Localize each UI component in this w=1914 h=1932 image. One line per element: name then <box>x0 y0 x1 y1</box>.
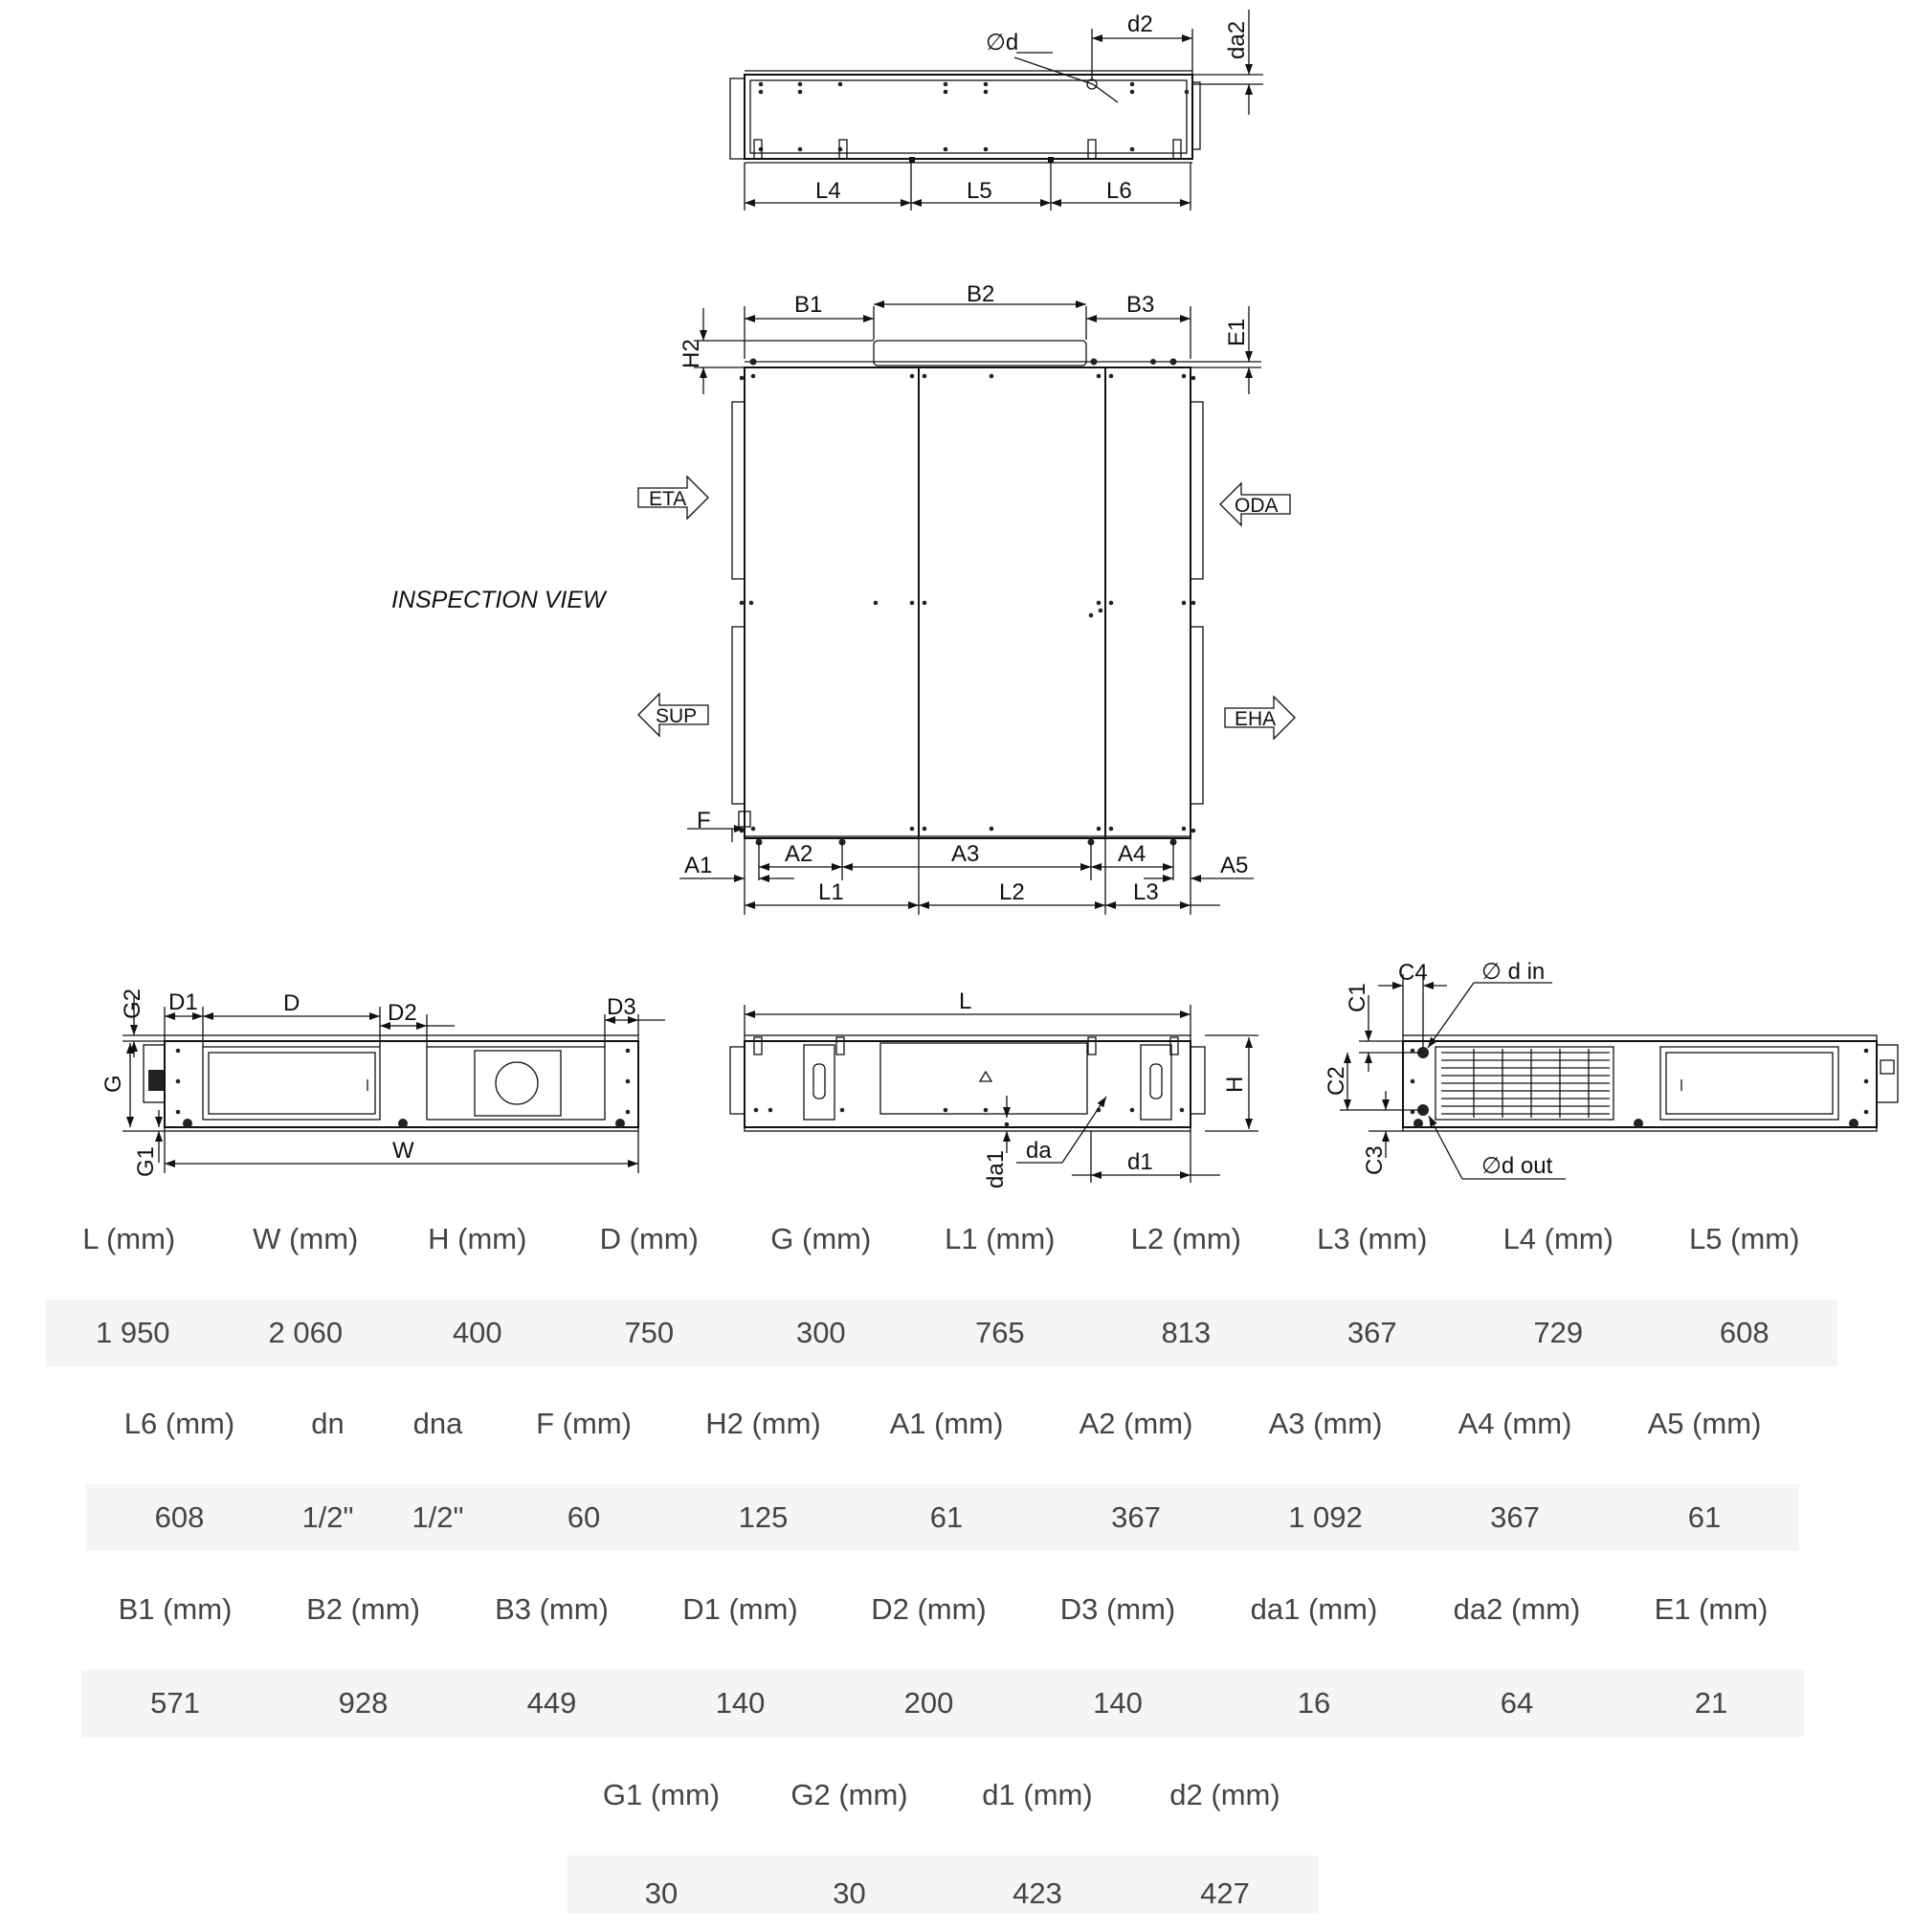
spec-value: 21 <box>1694 1686 1728 1720</box>
front-view <box>730 988 1258 1188</box>
label-sup: SUP <box>656 705 698 727</box>
spec-value: 400 <box>452 1316 502 1349</box>
label-eta: ETA <box>649 488 687 510</box>
spec-value: 30 <box>833 1876 866 1910</box>
spec-header: D1 (mm) <box>682 1592 798 1626</box>
label-e1: E1 <box>1224 318 1250 346</box>
spec-value: 125 <box>738 1500 789 1534</box>
spec-header: G1 (mm) <box>602 1778 721 1811</box>
spec-value-row-3 <box>81 1670 1804 1737</box>
label-g1: G1 <box>133 1145 159 1177</box>
label-b1: B1 <box>794 292 823 318</box>
spec-header: D3 (mm) <box>1059 1592 1176 1626</box>
label-d2-left: D2 <box>388 1000 417 1026</box>
label-b3: B3 <box>1126 292 1155 318</box>
label-d1-front: d1 <box>1127 1149 1153 1175</box>
label-c4: C4 <box>1398 960 1428 986</box>
label-c2: C2 <box>1324 1066 1349 1096</box>
spec-header: G (mm) <box>770 1222 872 1255</box>
label-a1: A1 <box>684 853 713 878</box>
spec-header: L (mm) <box>82 1222 176 1255</box>
spec-header: D (mm) <box>599 1222 699 1255</box>
spec-header-row-2 <box>86 1390 1799 1457</box>
label-l: L <box>959 988 972 1014</box>
spec-value: 1/2" <box>412 1500 464 1534</box>
spec-header: da2 (mm) <box>1453 1592 1581 1626</box>
view-title: INSPECTION VIEW <box>391 587 606 613</box>
spec-header: F (mm) <box>536 1407 632 1440</box>
label-b2: B2 <box>967 281 995 307</box>
spec-value: 608 <box>1719 1316 1769 1349</box>
label-d2: d2 <box>1127 11 1153 37</box>
spec-value: 2 060 <box>268 1316 344 1349</box>
spec-header: L3 (mm) <box>1317 1222 1428 1255</box>
label-d-in: ∅ d in <box>1481 959 1546 985</box>
label-a3: A3 <box>951 841 980 867</box>
spec-value: 427 <box>1200 1876 1250 1910</box>
arrow-sup <box>638 694 708 736</box>
label-d3: D3 <box>607 994 636 1020</box>
spec-header: E1 (mm) <box>1654 1592 1769 1626</box>
spec-value-row-4 <box>568 1855 1319 1914</box>
label-h: H <box>1222 1076 1248 1093</box>
spec-value-row-2 <box>86 1484 1799 1551</box>
spec-value: 300 <box>795 1316 846 1349</box>
label-da2: da2 <box>1224 20 1250 59</box>
spec-value: 367 <box>1111 1500 1161 1534</box>
spec-header: A5 (mm) <box>1647 1407 1762 1440</box>
top-view <box>730 10 1263 211</box>
spec-value: 64 <box>1500 1686 1534 1720</box>
spec-value: 367 <box>1490 1500 1540 1534</box>
spec-value: 571 <box>150 1686 200 1720</box>
spec-value-row-1 <box>46 1299 1837 1366</box>
spec-header: B2 (mm) <box>306 1592 420 1626</box>
label-g2: G2 <box>120 988 145 1019</box>
spec-header: L6 (mm) <box>123 1407 235 1440</box>
label-l3: L3 <box>1133 879 1159 905</box>
spec-header: W (mm) <box>253 1222 359 1255</box>
spec-value: 1 092 <box>1288 1500 1363 1534</box>
label-g: G <box>100 1075 126 1093</box>
spec-value: 813 <box>1161 1316 1212 1349</box>
spec-header: A2 (mm) <box>1079 1407 1193 1440</box>
label-w: W <box>392 1138 414 1164</box>
label-c3: C3 <box>1362 1145 1388 1175</box>
spec-value: 750 <box>624 1316 675 1349</box>
spec-header: H (mm) <box>428 1222 527 1255</box>
spec-header: d1 (mm) <box>982 1778 1093 1811</box>
spec-header: B3 (mm) <box>495 1592 609 1626</box>
label-a5: A5 <box>1220 853 1249 878</box>
label-a4: A4 <box>1118 841 1146 867</box>
spec-header: H2 (mm) <box>705 1407 821 1440</box>
spec-value: 1 950 <box>95 1316 170 1349</box>
spec-header: L5 (mm) <box>1689 1222 1800 1255</box>
spec-header: dn <box>311 1407 345 1440</box>
spec-value: 928 <box>338 1686 389 1720</box>
label-l4: L4 <box>815 178 841 204</box>
arrow-eta <box>638 477 708 519</box>
spec-header: L4 (mm) <box>1502 1222 1614 1255</box>
label-da1: da1 <box>983 1149 1009 1188</box>
spec-header: dna <box>412 1407 463 1440</box>
spec-header-row-1 <box>38 1206 1837 1273</box>
spec-header: D2 (mm) <box>871 1592 987 1626</box>
spec-header: L2 (mm) <box>1130 1222 1241 1255</box>
label-l2: L2 <box>999 879 1025 905</box>
label-h2: H2 <box>679 339 704 368</box>
spec-value: 423 <box>1013 1876 1062 1910</box>
spec-header: B1 (mm) <box>118 1592 233 1626</box>
label-phi-d: ∅d <box>986 30 1019 56</box>
arrow-eha <box>1225 697 1295 739</box>
spec-header: A3 (mm) <box>1268 1407 1383 1440</box>
spec-value: 1/2" <box>301 1500 354 1534</box>
spec-value: 140 <box>715 1686 766 1720</box>
spec-value: 765 <box>974 1316 1025 1349</box>
label-a2: A2 <box>785 841 813 867</box>
spec-value: 61 <box>929 1500 964 1534</box>
label-eha: EHA <box>1235 708 1277 730</box>
label-d1: D1 <box>168 989 198 1015</box>
spec-header: A4 (mm) <box>1458 1407 1572 1440</box>
spec-value: 608 <box>154 1500 205 1534</box>
label-d-out: ∅d out <box>1481 1153 1553 1179</box>
spec-value: 729 <box>1533 1316 1584 1349</box>
spec-header: A1 (mm) <box>889 1407 1004 1440</box>
arrow-oda <box>1220 483 1290 525</box>
label-da: da <box>1026 1138 1052 1164</box>
label-oda: ODA <box>1235 495 1279 517</box>
right-end-view <box>1324 959 1898 1179</box>
left-end-view <box>100 988 665 1177</box>
spec-value: 16 <box>1297 1686 1331 1720</box>
spec-header-row-3 <box>81 1576 1804 1643</box>
spec-value: 30 <box>644 1876 679 1910</box>
spec-value: 140 <box>1093 1686 1143 1720</box>
label-l5: L5 <box>967 178 992 204</box>
spec-header: L1 (mm) <box>945 1222 1056 1255</box>
label-f: F <box>697 808 711 833</box>
spec-value: 200 <box>903 1686 954 1720</box>
label-l1: L1 <box>818 879 844 905</box>
plan-view <box>391 281 1295 915</box>
spec-header: da1 (mm) <box>1250 1592 1378 1626</box>
spec-value: 60 <box>567 1500 601 1534</box>
spec-value: 61 <box>1687 1500 1722 1534</box>
label-d: D <box>283 990 300 1016</box>
spec-header: d2 (mm) <box>1169 1778 1280 1811</box>
spec-header: G2 (mm) <box>790 1778 908 1811</box>
spec-value: 449 <box>526 1686 577 1720</box>
label-l6: L6 <box>1106 178 1132 204</box>
spec-value: 367 <box>1346 1316 1397 1349</box>
label-c1: C1 <box>1345 983 1370 1012</box>
spec-header-row-4 <box>568 1762 1319 1829</box>
